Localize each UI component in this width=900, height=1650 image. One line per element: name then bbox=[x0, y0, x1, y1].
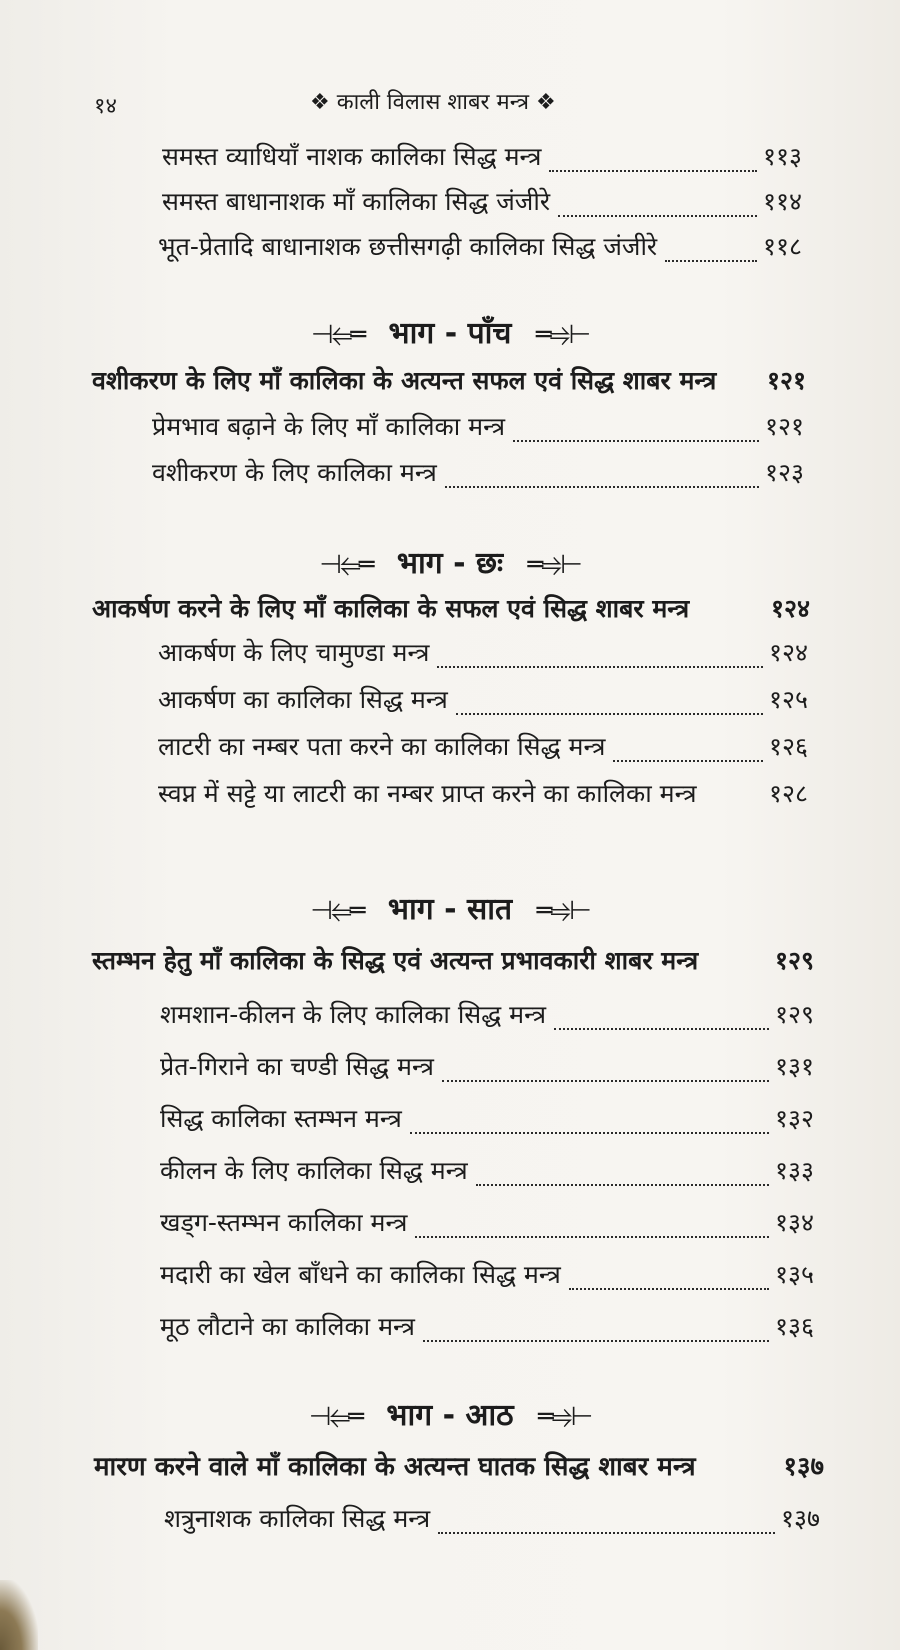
toc-entry-page: १३७ bbox=[780, 1504, 820, 1533]
dot-leader bbox=[613, 759, 763, 762]
dot-leader bbox=[554, 1027, 769, 1030]
toc-entry-title: प्रेत-गिराने का चण्डी सिद्ध मन्त्र bbox=[160, 1052, 434, 1081]
toc-entry-page: १३३ bbox=[774, 1156, 814, 1185]
toc-entry-page: १३५ bbox=[774, 1260, 814, 1289]
dot-leader bbox=[423, 1339, 769, 1342]
section-heading-text: भाग - पाँच bbox=[388, 316, 512, 351]
toc-entry-title: सिद्ध कालिका स्तम्भन मन्त्र bbox=[160, 1104, 402, 1133]
toc-main-title: स्तम्भन हेतु माँ कालिका के सिद्ध एवं अत्यन्त प्रभावकारी शाबर मन्त्र bbox=[92, 946, 699, 975]
toc-entry-page: ११३ bbox=[762, 142, 802, 171]
toc-entry-title: समस्त व्याधियाँ नाशक कालिका सिद्ध मन्त्र bbox=[162, 142, 542, 171]
toc-entry-title: समस्त बाधानाशक माँ कालिका सिद्ध जंजीरे bbox=[162, 187, 551, 216]
toc-entry bbox=[160, 1050, 814, 1090]
toc-entry bbox=[152, 410, 804, 450]
toc-entry-title: शत्रुनाशक कालिका सिद्ध मन्त्र bbox=[164, 1504, 431, 1533]
toc-main-page: १३७ bbox=[783, 1452, 824, 1482]
dot-leader bbox=[437, 665, 763, 668]
section-heading-text: भाग - आठ bbox=[386, 1398, 514, 1433]
dot-leader bbox=[549, 169, 757, 172]
toc-entry bbox=[158, 683, 808, 723]
toc-entry-title: मूठ लौटाने का कालिका मन्त्र bbox=[160, 1312, 415, 1341]
dot-leader bbox=[665, 259, 757, 262]
toc-entry-title: लाटरी का नम्बर पता करने का कालिका सिद्ध मन्त्र bbox=[158, 732, 606, 761]
toc-entry bbox=[160, 998, 814, 1038]
dot-leader bbox=[415, 1235, 769, 1238]
toc-entry-page: १२८ bbox=[768, 779, 808, 808]
left-ornament-icon: ⊣⥢═ bbox=[310, 896, 364, 926]
dot-leader bbox=[513, 439, 759, 442]
toc-entry-title: मदारी का खेल बाँधने का कालिका सिद्ध मन्त्र bbox=[160, 1260, 561, 1289]
toc-main-title: मारण करने वाले माँ कालिका के अत्यन्त घातक सिद्ध शाबर मन्त्र bbox=[94, 1452, 696, 1482]
toc-entry bbox=[160, 1154, 814, 1194]
section-heading bbox=[0, 314, 900, 355]
right-ornament-icon: ═⥤⊢ bbox=[527, 550, 581, 580]
toc-main-page: १२४ bbox=[770, 594, 810, 623]
toc-main-page: १२९ bbox=[774, 946, 814, 975]
toc-entry bbox=[162, 185, 802, 225]
dot-leader bbox=[456, 712, 763, 715]
toc-entry bbox=[160, 1206, 814, 1246]
toc-main-entry bbox=[92, 592, 810, 632]
toc-entry-title: खड्ग-स्तम्भन कालिका मन्त्र bbox=[160, 1208, 408, 1237]
dot-leader bbox=[476, 1183, 769, 1186]
toc-entry-page: १२५ bbox=[768, 685, 808, 714]
page-header bbox=[90, 86, 850, 126]
dot-leader bbox=[569, 1287, 769, 1290]
toc-main-entry bbox=[94, 1450, 824, 1490]
toc-entry bbox=[160, 1310, 814, 1350]
toc-entry bbox=[162, 140, 802, 180]
left-ornament-icon: ⊣⥢═ bbox=[319, 550, 373, 580]
page-corner-shadow bbox=[0, 1580, 38, 1650]
dot-leader bbox=[445, 485, 759, 488]
toc-entry bbox=[160, 1258, 814, 1298]
toc-main-title: वशीकरण के लिए माँ कालिका के अत्यन्त सफल एवं सिद्ध शाबर मन्त्र bbox=[92, 366, 717, 395]
toc-entry-title: स्वप्न में सट्टे या लाटरी का नम्बर प्राप्त करने का कालिका मन्त्र bbox=[158, 779, 697, 808]
page-number: १४ bbox=[94, 94, 117, 119]
toc-entry-page: १३४ bbox=[774, 1208, 814, 1237]
toc-entry-title: प्रेमभाव बढ़ाने के लिए माँ कालिका मन्त्र bbox=[152, 412, 506, 441]
dot-leader bbox=[410, 1131, 769, 1134]
toc-entry-title: शमशान-कीलन के लिए कालिका सिद्ध मन्त्र bbox=[160, 1000, 547, 1029]
toc-entry bbox=[158, 730, 808, 770]
right-ornament-icon: ═⥤⊢ bbox=[538, 1402, 592, 1432]
toc-entry-title: कीलन के लिए कालिका सिद्ध मन्त्र bbox=[160, 1156, 468, 1185]
toc-main-title: आकर्षण करने के लिए माँ कालिका के सफल एवं सिद्ध शाबर मन्त्र bbox=[92, 594, 690, 623]
toc-entry-page: १२३ bbox=[764, 458, 804, 487]
toc-entry-page: १३१ bbox=[774, 1052, 814, 1081]
section-heading-text: भाग - छः bbox=[396, 546, 504, 581]
toc-entry-page: १३२ bbox=[774, 1104, 814, 1133]
right-ornament-icon: ═⥤⊢ bbox=[535, 320, 590, 350]
toc-entry bbox=[152, 456, 804, 496]
toc-entry-title: आकर्षण का कालिका सिद्ध मन्त्र bbox=[158, 685, 448, 714]
toc-entry bbox=[158, 636, 808, 676]
toc-entry-title: भूत-प्रेतादि बाधानाशक छत्तीसगढ़ी कालिका सिद्ध जंजीरे bbox=[158, 232, 658, 261]
toc-entry-page: १३६ bbox=[774, 1312, 814, 1341]
left-ornament-icon: ⊣⥢═ bbox=[310, 320, 365, 350]
toc-main-entry bbox=[92, 364, 806, 404]
toc-entry bbox=[160, 1102, 814, 1142]
right-ornament-icon: ═⥤⊢ bbox=[536, 896, 590, 926]
section-heading bbox=[0, 1396, 900, 1437]
toc-main-entry bbox=[92, 944, 814, 984]
left-ornament-icon: ⊣⥢═ bbox=[308, 1402, 362, 1432]
toc-entry-page: १२९ bbox=[774, 1000, 814, 1029]
running-title: ❖ काली विलास शाबर मन्त्र ❖ bbox=[310, 90, 556, 115]
toc-entry-page: १२६ bbox=[768, 732, 808, 761]
toc-entry-page: १२४ bbox=[768, 638, 808, 667]
toc-entry-page: ११८ bbox=[762, 232, 802, 261]
toc-entry bbox=[158, 230, 802, 270]
toc-entry-page: १२१ bbox=[764, 412, 804, 441]
toc-main-page: १२१ bbox=[766, 366, 806, 395]
section-heading bbox=[0, 544, 900, 585]
toc-entry-title: वशीकरण के लिए कालिका मन्त्र bbox=[152, 458, 437, 487]
toc-entry-page: ११४ bbox=[762, 187, 802, 216]
toc-entry-title: आकर्षण के लिए चामुण्डा मन्त्र bbox=[158, 638, 430, 667]
toc-entry bbox=[158, 777, 808, 817]
toc-entry bbox=[164, 1502, 820, 1542]
section-heading-text: भाग - सात bbox=[387, 892, 513, 927]
section-heading bbox=[0, 890, 900, 931]
dot-leader bbox=[558, 214, 757, 217]
dot-leader bbox=[442, 1079, 769, 1082]
dot-leader bbox=[438, 1531, 775, 1534]
